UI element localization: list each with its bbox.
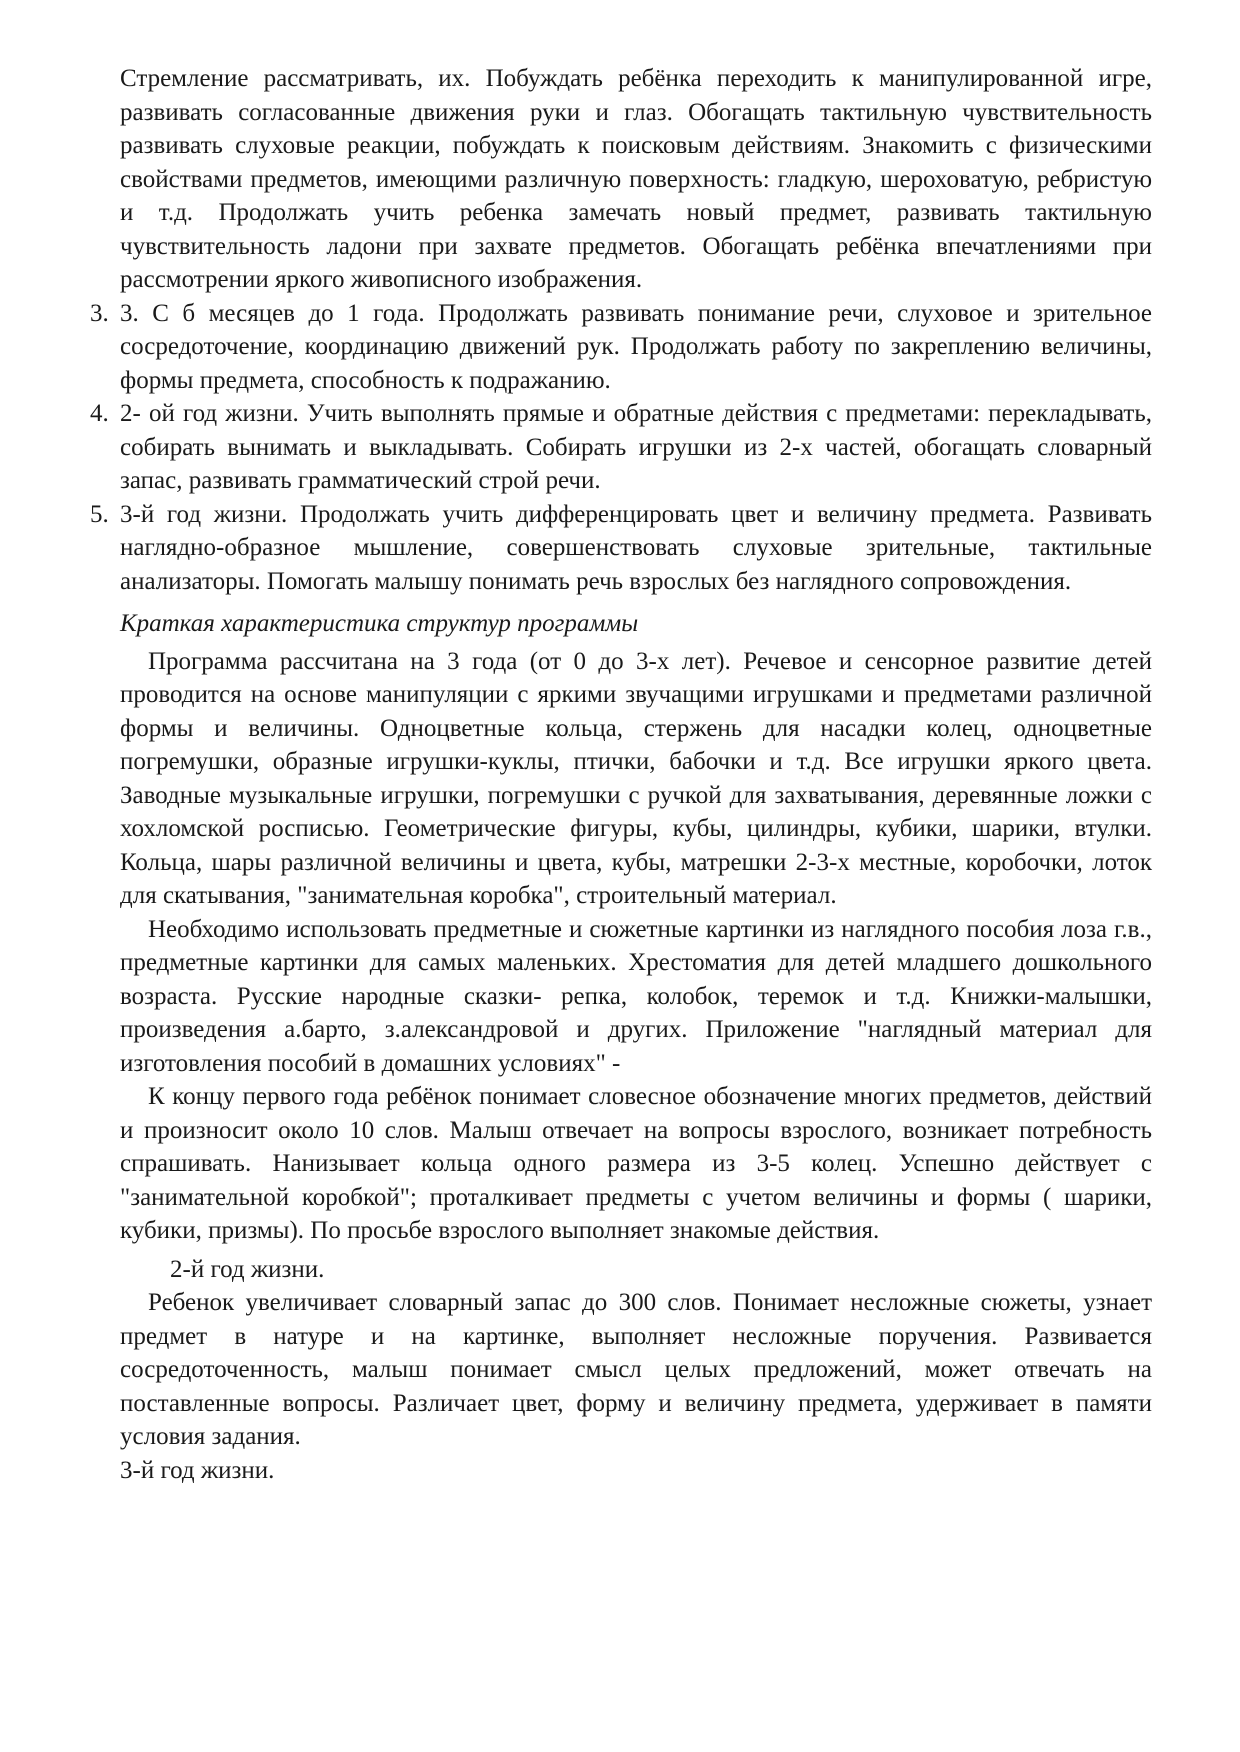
second-year-heading: 2-й год жизни. [170,1255,325,1283]
program-paragraph: Программа рассчитана на 3 года (от 0 до 3-х лет). Речевое и сенсорное развитие детей проводится на основе манипуляции с яркими звучащими игрушками и предметами различной формы и величины. Одноцветные кольца, стержень для насадки колец, одноцветные погремушки, образные игрушки-куклы, птички, бабочки и т.д. Все игрушки яркого цвета. Заводные музыкальные игрушки, погремушки с ручкой для захватывания, деревянные ложки с хохломской росписью. Геометрические фигуры, кубы, цилиндры, кубики, шарики, втулки. Кольца, шары различной величины и цвета, кубы, матрешки 2-3-х местные, коробочки, лоток для скатывания, "занимательная коробка", строительный материал. [120,647,1152,909]
first-year-paragraph: К концу первого года ребёнок понимает словесное обозначение многих предметов, действий и произносит около 10 слов. Малыш отвечает на вопросы взрослого, возникает потребность спрашивать. Нанизывает кольца одного размера из 3-5 колец. Успешно действует с "занимательной коробкой"; проталкивает предметы с учетом величины и формы ( шарики, кубики, призмы). По просьбе взрослого выполняет знакомые действия. [120,1083,1152,1244]
list-item-number: 5. [90,500,109,528]
list-item [90,297,1152,398]
list-item-number: 3. [90,299,109,327]
list-item [90,397,1152,498]
age-stage-list [90,297,1152,599]
materials-paragraph: Необходимо использовать предметные и сюжетные картинки из наглядного пособия лоза г.в., предметные картинки для самых маленьких. Хрестоматия для детей младшего дошкольного возраста. Русские народные сказки- репка, колобок, теремок и т.д. Книжки-малышки, произведения а.барто, з.александровой и других. Приложение "наглядный материал для изготовления пособий в домашних условиях" - [120,915,1152,1077]
list-item-text: 3-й год жизни. Продолжать учить дифференцировать цвет и величину предмета. Развивать наглядно-образное мышление, совершенствовать слуховые зрительные, тактильные анализаторы. Помогать малышу понимать речь взрослых без наглядного сопровождения. [120,500,1152,595]
second-year-paragraph: Ребенок увеличивает словарный запас до 300 слов. Понимает несложные сюжеты, узнает предмет в натуре и на картинке, выполняет несложные поручения. Развивается сосредоточенность, малыш понимает смысл целых предложений, может отвечать на поставленные вопросы. Различает цвет, форму и величину предмета, удерживает в памяти условия задания. [120,1289,1152,1450]
section-heading: Краткая характеристика структур программы [120,610,639,637]
list-item [90,498,1152,599]
third-year-heading: 3-й год жизни. [120,1456,275,1484]
intro-paragraph: Стремление рассматривать, их. Побуждать ребёнка переходить к манипулированной игре, развивать согласованные движения руки и глаз. Обогащать тактильную чувствительность развивать слуховые реакции, побуждать к поисковым действиям. Знакомить с физическими свойствами предметов, имеющими различную поверхность: гладкую, шероховатую, ребристую и т.д. Продолжать учить ребенка замечать новый предмет, развивать тактильную чувствительность ладони при захвате предметов. Обогащать ребёнка впечатлениями при рассмотрении яркого живописного изображения. [120,65,1152,293]
list-item-text: 2- ой год жизни. Учить выполнять прямые и обратные действия с предметами: перекладывать, собирать вынимать и выкладывать. Собирать игрушки из 2-х частей, обогащать словарный запас, развивать грамматический строй речи. [120,400,1152,494]
list-item-text: 3. С б месяцев до 1 года. Продолжать развивать понимание речи, слуховое и зрительное сосредоточение, координацию движений рук. Продолжать работу по закреплению величины, формы предмета, способность к подражанию. [120,299,1152,394]
list-item-number: 4. [90,400,109,427]
